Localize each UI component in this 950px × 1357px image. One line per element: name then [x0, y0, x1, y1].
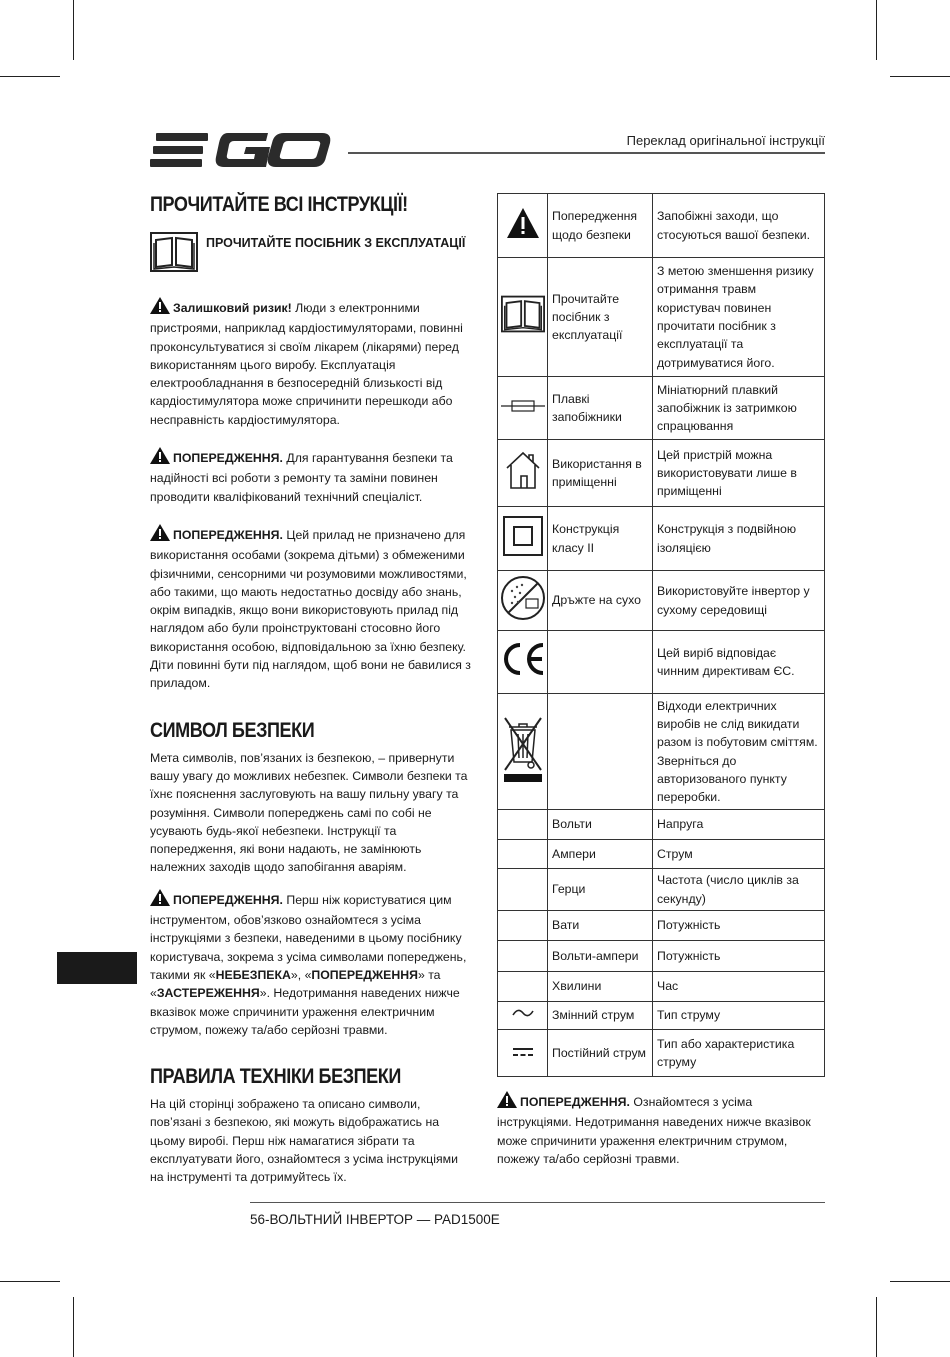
- ce-mark-icon: [498, 631, 548, 694]
- dc-current-icon: [498, 1030, 548, 1077]
- table-row: Вольти Напруга: [498, 810, 825, 840]
- ego-logo: [150, 130, 332, 175]
- symbol-paragraph: Мета символів, пов’язаних із безпекою, – привернути вашу увагу до можливих небезпек. Символи безпеки та їхнє пояснення заслуговують на вашу пильну увагу та розуміння. Символи попереджень самі по собі не усувають будь-якої небезпеки. Інструкції та попередження, які вони надають, не замінюють належних заходів щодо запобігання аваріям.: [150, 750, 468, 875]
- table-row: Цей виріб відповідає чинним директивам ЄС.: [498, 631, 825, 694]
- rules-paragraph: На цій сторінці зображено та описано символи, пов’язані з безпекою, які можуть відображатись на цьому виробі. Перш ніж намагатися зібрати та експлуатувати його, ознайомтеся з усіма інструкціями на інструменті та дотримуйтесь їх.: [150, 1097, 458, 1185]
- crop-mark: [890, 1281, 950, 1282]
- table-row: Попередження щодо безпеки Запобіжні заходи, що стосуються вашої безпеки.: [498, 194, 825, 258]
- table-row: Відходи електричних виробів не слід викидати разом із побутовим сміттям. Зверніться до авторизованого пункту переробки.: [498, 694, 825, 810]
- table-row: Вати Потужність: [498, 911, 825, 941]
- warning-paragraph-table: ПОПЕРЕДЖЕННЯ. Ознайомтеся з усіма інструкціями. Недотримання наведених нижче вказівок може спричинити ураження електричним струмом, пожежу та/або серйозні травми.: [497, 1091, 825, 1168]
- warning-triangle-icon: [497, 1091, 517, 1113]
- footer-divider: [250, 1202, 825, 1203]
- fuse-icon: [498, 377, 548, 440]
- header-divider: [348, 152, 825, 154]
- warning-triangle-icon: [150, 524, 170, 546]
- section-title-rules: ПРАВИЛА ТЕХНІКИ БЕЗПЕКИ: [150, 1065, 401, 1089]
- weee-bin-icon: [498, 694, 548, 810]
- manual-notice: [150, 232, 472, 277]
- left-column: [150, 193, 472, 1187]
- table-row: Постійний струм Тип або характеристика струму: [498, 1030, 825, 1077]
- warning-triangle-icon: [150, 297, 170, 319]
- section-title-symbol: СИМВОЛ БЕЗПЕКИ: [150, 718, 315, 742]
- crop-mark: [890, 76, 950, 77]
- page-title: ПРОЧИТАЙТЕ ВСІ ІНСТРУКЦІЇ!: [150, 193, 408, 216]
- page-footer: 56-ВОЛЬТНИЙ ІНВЕРТОР — PAD1500E: [250, 1212, 500, 1227]
- warning-triangle-icon: [150, 447, 170, 469]
- read-manual-icon: [150, 232, 198, 277]
- symbols-table: [497, 193, 825, 1077]
- crop-mark: [73, 0, 74, 60]
- table-row: Використання в приміщенні Цей пристрій можна використовувати лише в приміщенні: [498, 440, 825, 507]
- translation-note: Переклад оригінальної інструкції: [626, 133, 825, 148]
- crop-mark: [0, 1281, 60, 1282]
- warning-paragraph-persons: ПОПЕРЕДЖЕННЯ. Цей прилад не призначено для використання особами (зокрема дітьми) з обмеженими фізичними, сенсорними чи розумовими можливостями, або такими, що мають недостатньо досвіду або знань, окрім випадків, якщо вони використовують прилад під наглядом або були проінструктовані стосовно його використання особою, відповідальною за їхню безпеку. Діти повинні бути під наглядом, щоб вони не бавилися з приладом.: [150, 524, 472, 693]
- class-2-icon: [498, 507, 548, 571]
- right-column: [497, 193, 825, 1168]
- crop-mark: [0, 76, 60, 77]
- indoor-house-icon: [498, 440, 548, 507]
- keep-dry-icon: [498, 571, 548, 631]
- table-row: Прочитайте посібник з експлуатації З метою зменшення ризику отримання травм користувач повинен прочитати посібник з експлуатації та дотримуватися його.: [498, 258, 825, 377]
- warning-paragraph-repair: ПОПЕРЕДЖЕННЯ. Для гарантування безпеки та надійності всі роботи з ремонту та заміни повинен проводити кваліфікований технічний спеціаліст.: [150, 447, 472, 506]
- ac-current-icon: [498, 1002, 548, 1030]
- section-tab-marker: [57, 952, 137, 984]
- table-row: Змінний струм Тип струму: [498, 1002, 825, 1030]
- table-row: Вольти-ампери Потужність: [498, 941, 825, 972]
- table-row: Дръжте на сухо Використовуйте інвертор у сухому середовищі: [498, 571, 825, 631]
- crop-mark: [876, 1297, 877, 1357]
- warning-triangle-icon: [498, 194, 548, 258]
- manual-label: ПРОЧИТАЙТЕ ПОСІБНИК З ЕКСПЛУАТАЦІЇ: [206, 236, 466, 250]
- residual-risk-paragraph: Залишковий ризик! Люди з електронними пристроями, наприклад кардіостимуляторами, повинні проконсультуватися зі своїм лікарем (лікарями) перед використанням цього виробу. Експлуатація електрообладнання в безпосередній близькості від кардіостимулятора може спричинити перешкоди або несправність кардіостимулятора.: [150, 297, 472, 429]
- read-manual-icon: [498, 258, 548, 377]
- table-row: Герци Частота (число циклів за секунду): [498, 869, 825, 911]
- warning-paragraph-instructions: ПОПЕРЕДЖЕННЯ. Перш ніж користуватися цим інструментом, обов’язково ознайомтеся з усіма інструкціями з безпеки, наведеними в цьому посібнику користувача, зокрема з усіма символами попереджень, такими як «НЕБЕЗПЕКА», «ПОПЕРЕДЖЕННЯ» та «ЗАСТЕРЕЖЕННЯ». Недотримання наведених нижче вказівок може спричинити ураження електричним струмом, пожежу та/або серйозні травми.: [150, 889, 472, 1039]
- warning-triangle-icon: [150, 889, 170, 911]
- table-row: Конструкція класу II Конструкція з подвійною ізоляцією: [498, 507, 825, 571]
- table-row: Хвилини Час: [498, 972, 825, 1002]
- crop-mark: [73, 1297, 74, 1357]
- table-row: Ампери Струм: [498, 840, 825, 869]
- table-row: Плавкі запобіжники Мініатюрний плавкий запобіжник із затримкою спрацювання: [498, 377, 825, 440]
- crop-mark: [876, 0, 877, 60]
